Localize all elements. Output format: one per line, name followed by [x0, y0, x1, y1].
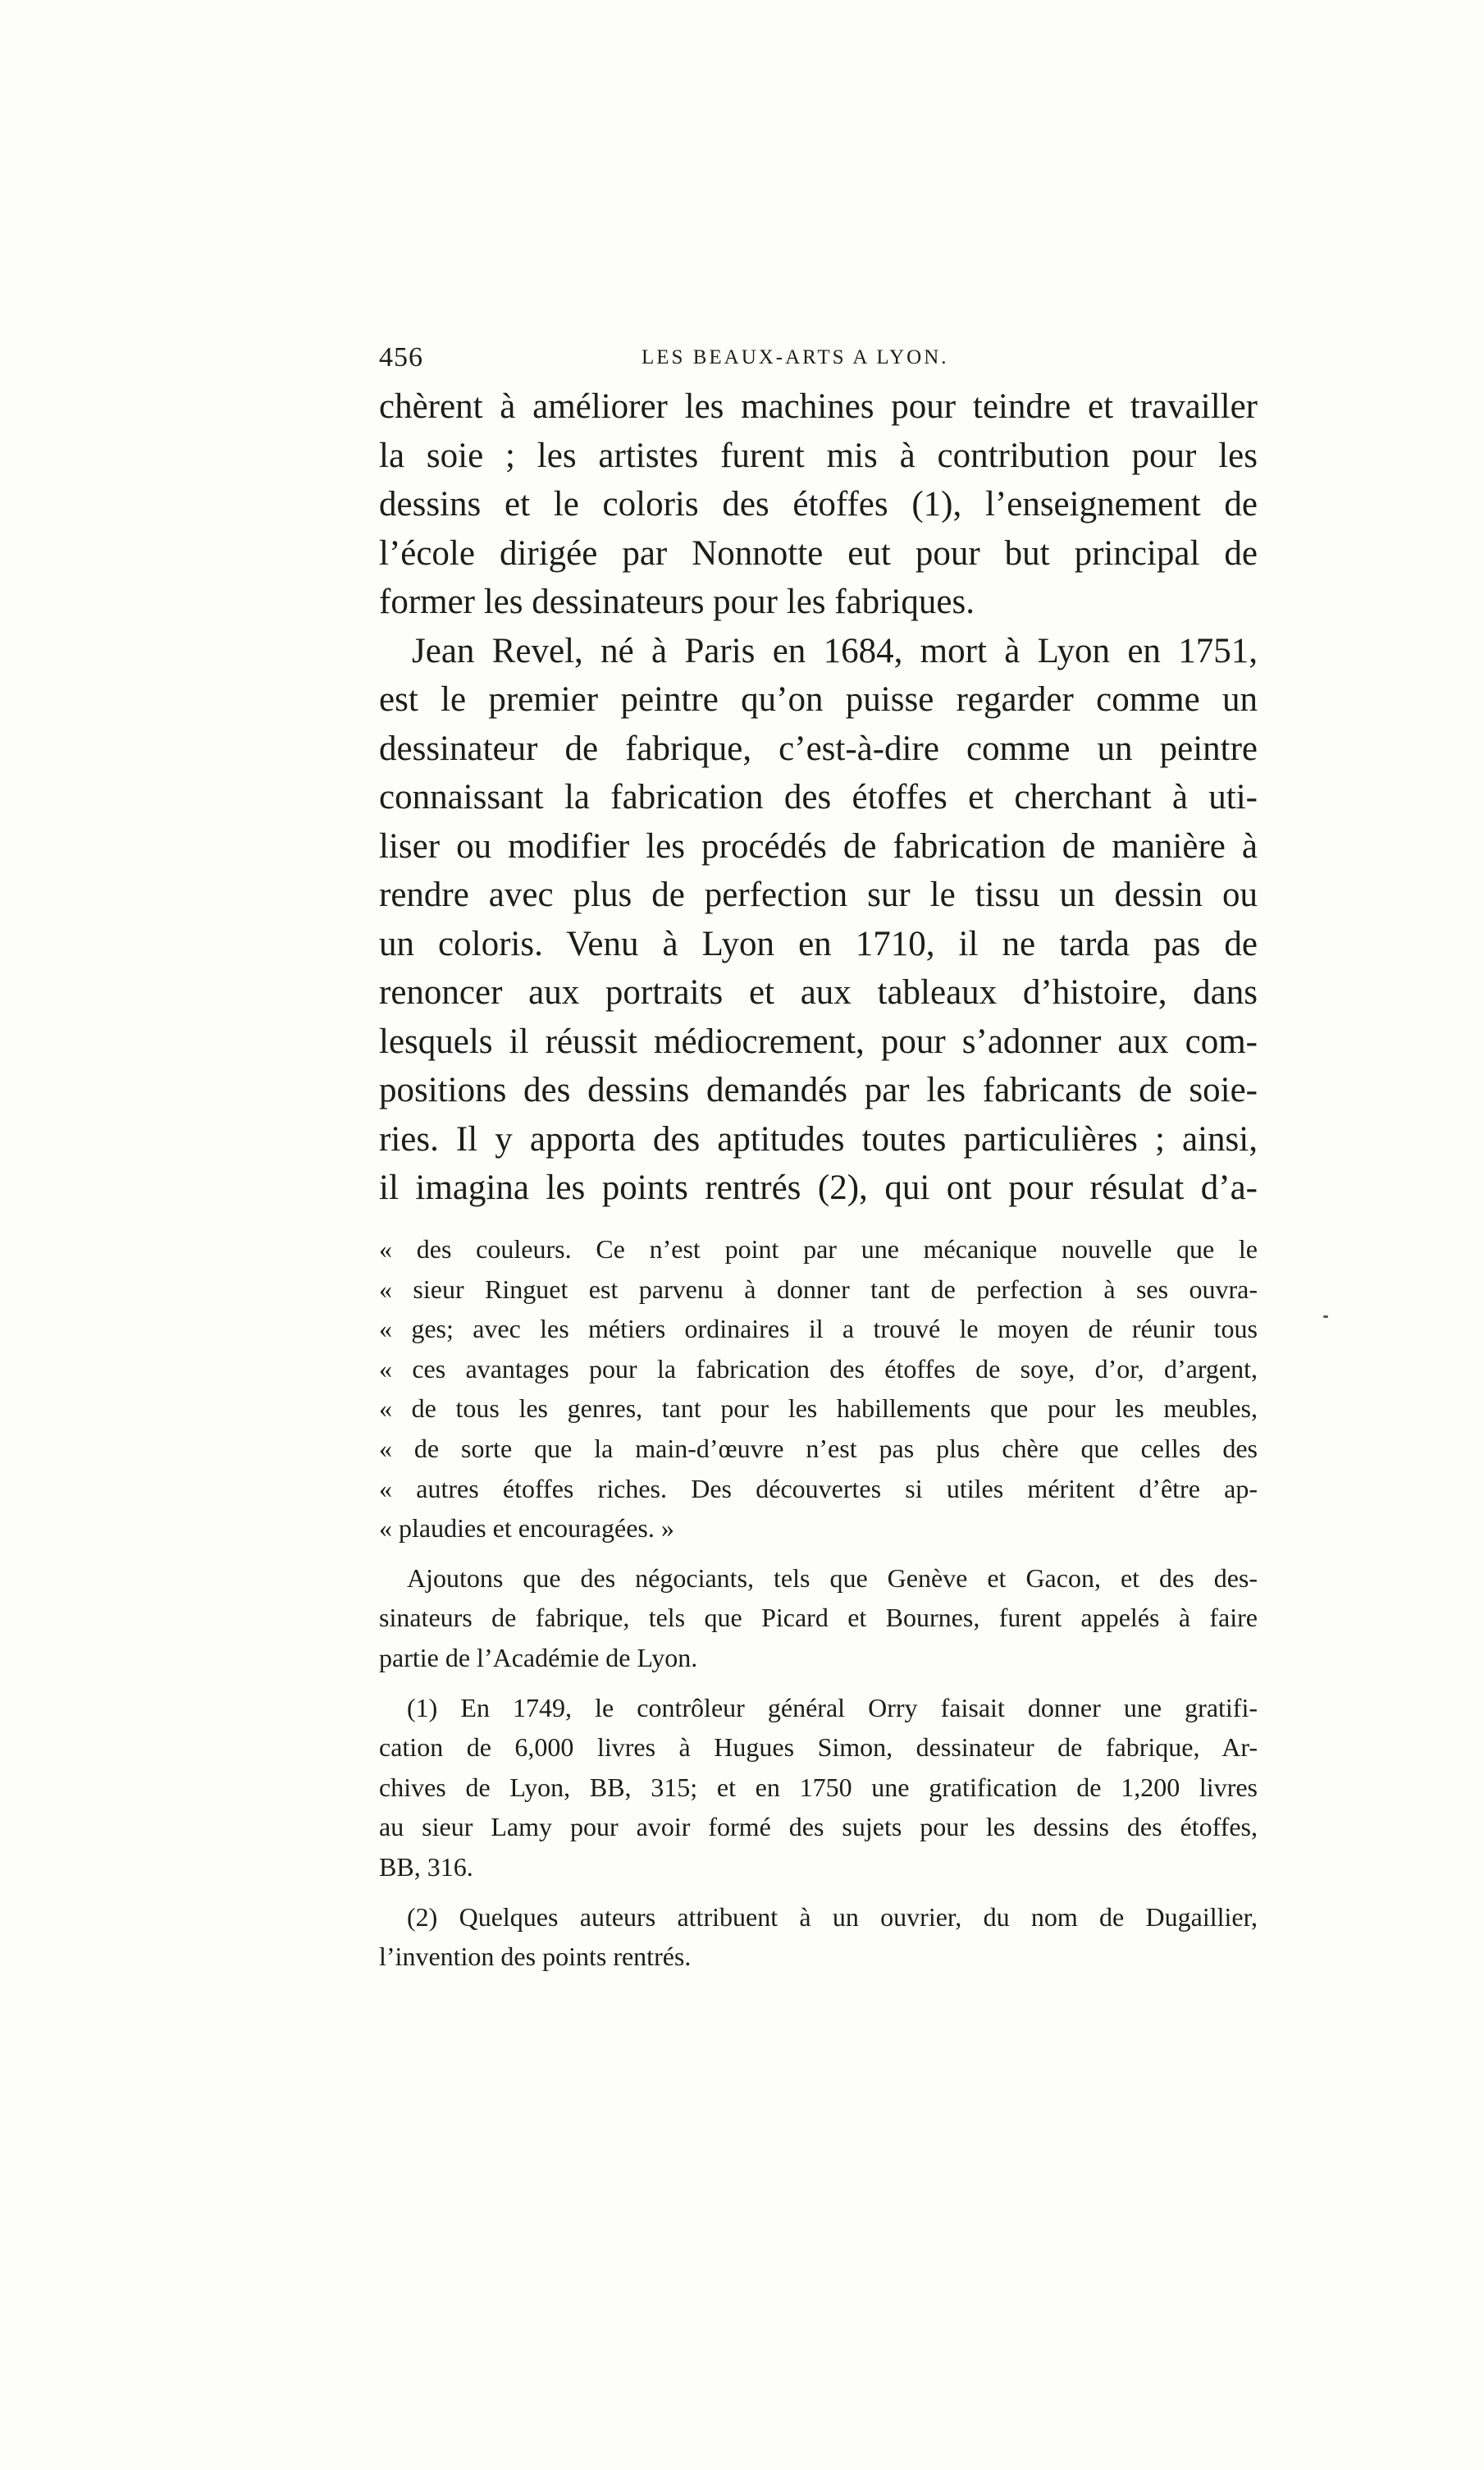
footnote-line: « des couleurs. Ce n’est point par une mécanique nouvelle que le	[379, 1234, 1258, 1264]
footnote-line: « de tous les genres, tant pour les habillements que pour les meubles,	[379, 1393, 1258, 1424]
footnote-line: Ajoutons que des négociants, tels que Genève et Gacon, et des des-	[407, 1562, 1258, 1593]
footnote-line: sinateurs de fabrique, tels que Picard et Bournes, furent appelés à faire	[379, 1603, 1258, 1633]
text-line: chèrent à améliorer les machines pour teindre et travailler	[379, 387, 1258, 426]
text-line: former les dessinateurs pour les fabriques.	[379, 583, 975, 621]
footnote-line: « ces avantages pour la fabrication des étoffes de soye, d’or, d’argent,	[379, 1353, 1258, 1384]
running-title: LES BEAUX-ARTS A LYON.	[642, 346, 949, 368]
footnote-line: au sieur Lamy pour avoir formé des sujets pour les dessins des étoffes,	[379, 1812, 1258, 1842]
text-line: un coloris. Venu à Lyon en 1710, il ne tarda pas de	[379, 924, 1258, 963]
footnote-line: (2) Quelques auteurs attribuent à un ouvrier, du nom de Dugaillier,	[407, 1901, 1258, 1932]
page-number: 456	[379, 342, 423, 373]
footnote-line: BB, 316.	[379, 1851, 473, 1882]
footnotes	[379, 1229, 1258, 1977]
text-line: rendre avec plus de perfection sur le tissu un dessin ou	[379, 876, 1258, 914]
text-line: ries. Il y apporta des aptitudes toutes particulières ; ainsi,	[379, 1119, 1258, 1159]
text-line: l’école dirigée par Nonnotte eut pour but principal de	[379, 533, 1258, 573]
footnote-spacer	[379, 1678, 1258, 1688]
footnote-line: l’invention des points rentrés.	[379, 1942, 692, 1972]
footnote-spacer	[379, 1887, 1258, 1897]
footnote-addendum	[379, 1558, 1258, 1678]
footnote-2	[379, 1897, 1258, 1977]
footnote-line: cation de 6,000 livres à Hugues Simon, dessinateur de fabrique, Ar-	[379, 1732, 1258, 1763]
page-header	[379, 335, 1258, 381]
text-line: dessins et le coloris des étoffes (1), l’enseignement de	[379, 485, 1258, 524]
text-line: connaissant la fabrication des étoffes et cherchant à uti-	[379, 778, 1258, 816]
footnote-line: « autres étoffes riches. Des découvertes si utiles méritent d’être ap-	[379, 1473, 1258, 1503]
footnote-line: « plaudies et encouragées. »	[379, 1513, 674, 1544]
footnote-line: « ges; avec les métiers ordinaires il a trouvé le moyen de réunir tous	[379, 1314, 1258, 1344]
text-line: renoncer aux portraits et aux tableaux d’histoire, dans	[379, 973, 1258, 1012]
text-line: lesquels il réussit médiocrement, pour s’adonner aux com-	[379, 1022, 1258, 1061]
main-text	[379, 382, 1258, 1213]
footnote-1	[379, 1688, 1258, 1887]
text-line: Jean Revel, né à Paris en 1684, mort à Lyon en 1751,	[412, 631, 1258, 670]
footnote-line: chives de Lyon, BB, 315; et en 1750 une gratification de 1,200 livres	[379, 1772, 1258, 1802]
text-line: liser ou modifier les procédés de fabrication de manière à	[379, 826, 1258, 866]
text-line: la soie ; les artistes furent mis à contribution pour les	[379, 436, 1258, 475]
footnote-line: « sieur Ringuet est parvenu à donner tant de perfection à ses ouvra-	[379, 1274, 1258, 1304]
footnote-line: « de sorte que la main-d’œuvre n’est pas plus chère que celles des	[379, 1433, 1258, 1463]
text-line: dessinateur de fabrique, c’est-à-dire comme un peintre	[379, 729, 1258, 768]
text-line: il imagina les points rentrés (2), qui ont pour résulat d’a-	[379, 1169, 1258, 1207]
text-line: positions des dessins demandés par les fabricants de soie-	[379, 1071, 1258, 1109]
footnote-line: (1) En 1749, le contrôleur général Orry faisait donner une gratifi-	[407, 1692, 1258, 1722]
footnote-spacer	[379, 1548, 1258, 1558]
footnote-line: partie de l’Académie de Lyon.	[379, 1642, 698, 1672]
quoted-footnote-continuation	[379, 1229, 1258, 1548]
text-line: est le premier peintre qu’on puisse regarder comme un	[379, 680, 1258, 719]
ink-speck	[1323, 1315, 1328, 1318]
